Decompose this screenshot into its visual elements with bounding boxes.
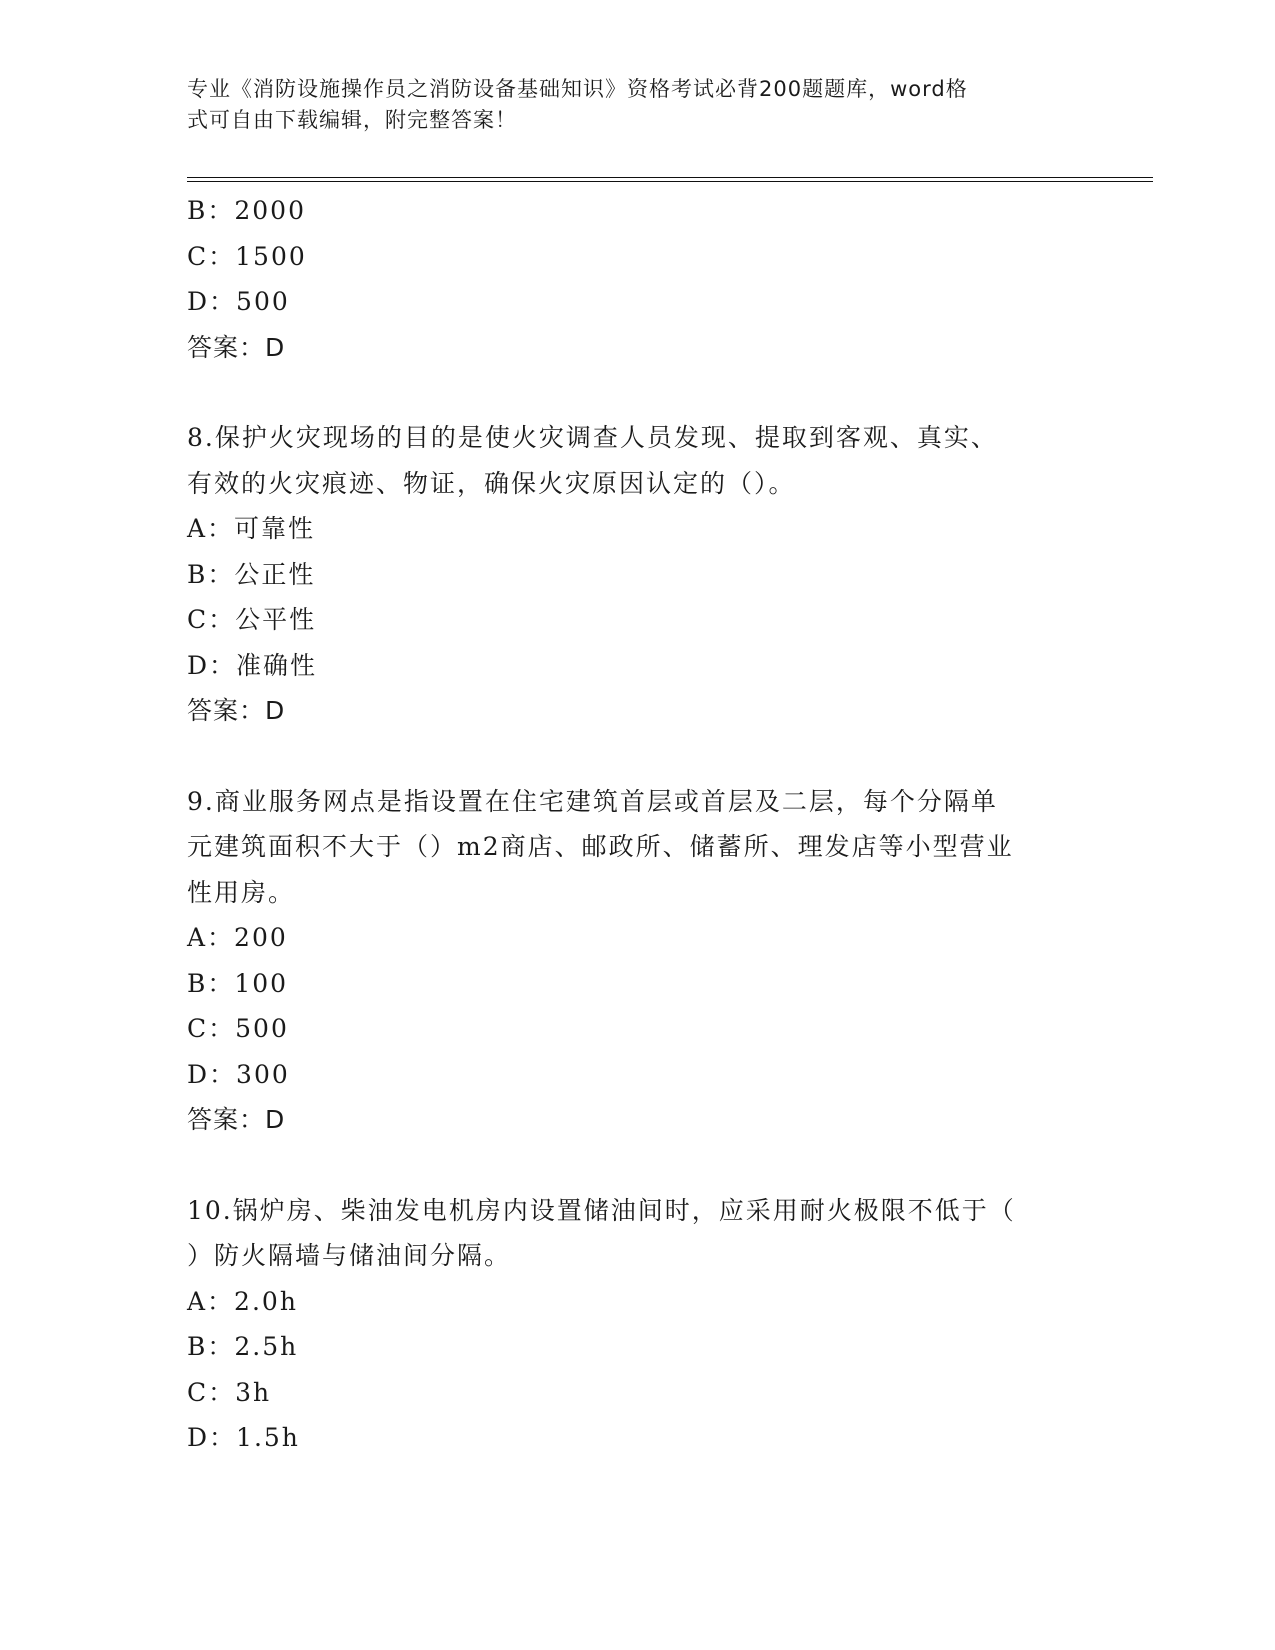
document-body (187, 188, 1067, 1461)
option-c: C：公平性 (187, 605, 317, 634)
option-d: D：500 (187, 287, 290, 316)
answer-line: 答案：D (187, 1105, 286, 1134)
header-divider-bottom (187, 181, 1153, 182)
option-c: C：1500 (187, 241, 307, 271)
question-text: 元建筑面积不大于（）m2商店、邮政所、储蓄所、理发店等小型营业 (187, 832, 1014, 861)
question-text: 10.锅炉房、柴油发电机房内设置储油间时，应采用耐火极限不低于（ (187, 1195, 1016, 1225)
question-10-block (187, 1188, 1067, 1461)
option-a: A：2.0h (187, 1286, 298, 1316)
answer-line: 答案：D (187, 696, 286, 725)
question-8-block (187, 415, 1067, 734)
header-title-line-1: 专业《消防设施操作员之消防设备基础知识》资格考试必背200题题库，word格 (187, 77, 968, 101)
option-d: D：300 (187, 1059, 290, 1089)
spacer (187, 734, 1067, 779)
option-b: B：2000 (187, 196, 306, 225)
answer-line: 答案：D (187, 332, 286, 362)
document-header (187, 74, 1067, 136)
option-a: A：200 (187, 923, 288, 952)
option-d: D：准确性 (187, 650, 318, 680)
option-b: B：2.5h (187, 1332, 299, 1361)
question-9-block (187, 779, 1067, 1143)
option-b: B：公正性 (187, 559, 316, 589)
question-text: 8.保护火灾现场的目的是使火灾调查人员发现、提取到客观、真实、 (187, 423, 998, 452)
spacer (187, 370, 1067, 415)
option-a: A：可靠性 (187, 514, 316, 543)
header-title-line-2: 式可自由下载编辑，附完整答案！ (187, 108, 517, 132)
spacer (187, 1143, 1067, 1188)
question-text: 性用房。 (187, 877, 296, 907)
question-text: ）防火隔墙与储油间分隔。 (187, 1241, 512, 1270)
option-c: C：3h (187, 1377, 272, 1407)
prev-question-block (187, 188, 1067, 370)
option-d: D：1.5h (187, 1423, 300, 1452)
question-text: 有效的火灾痕迹、物证，确保火灾原因认定的（）。 (187, 468, 796, 498)
question-text: 9.商业服务网点是指设置在住宅建筑首层或首层及二层，每个分隔单 (187, 786, 998, 816)
option-c: C：500 (187, 1014, 289, 1043)
header-divider-top (187, 177, 1153, 178)
option-b: B：100 (187, 968, 289, 998)
